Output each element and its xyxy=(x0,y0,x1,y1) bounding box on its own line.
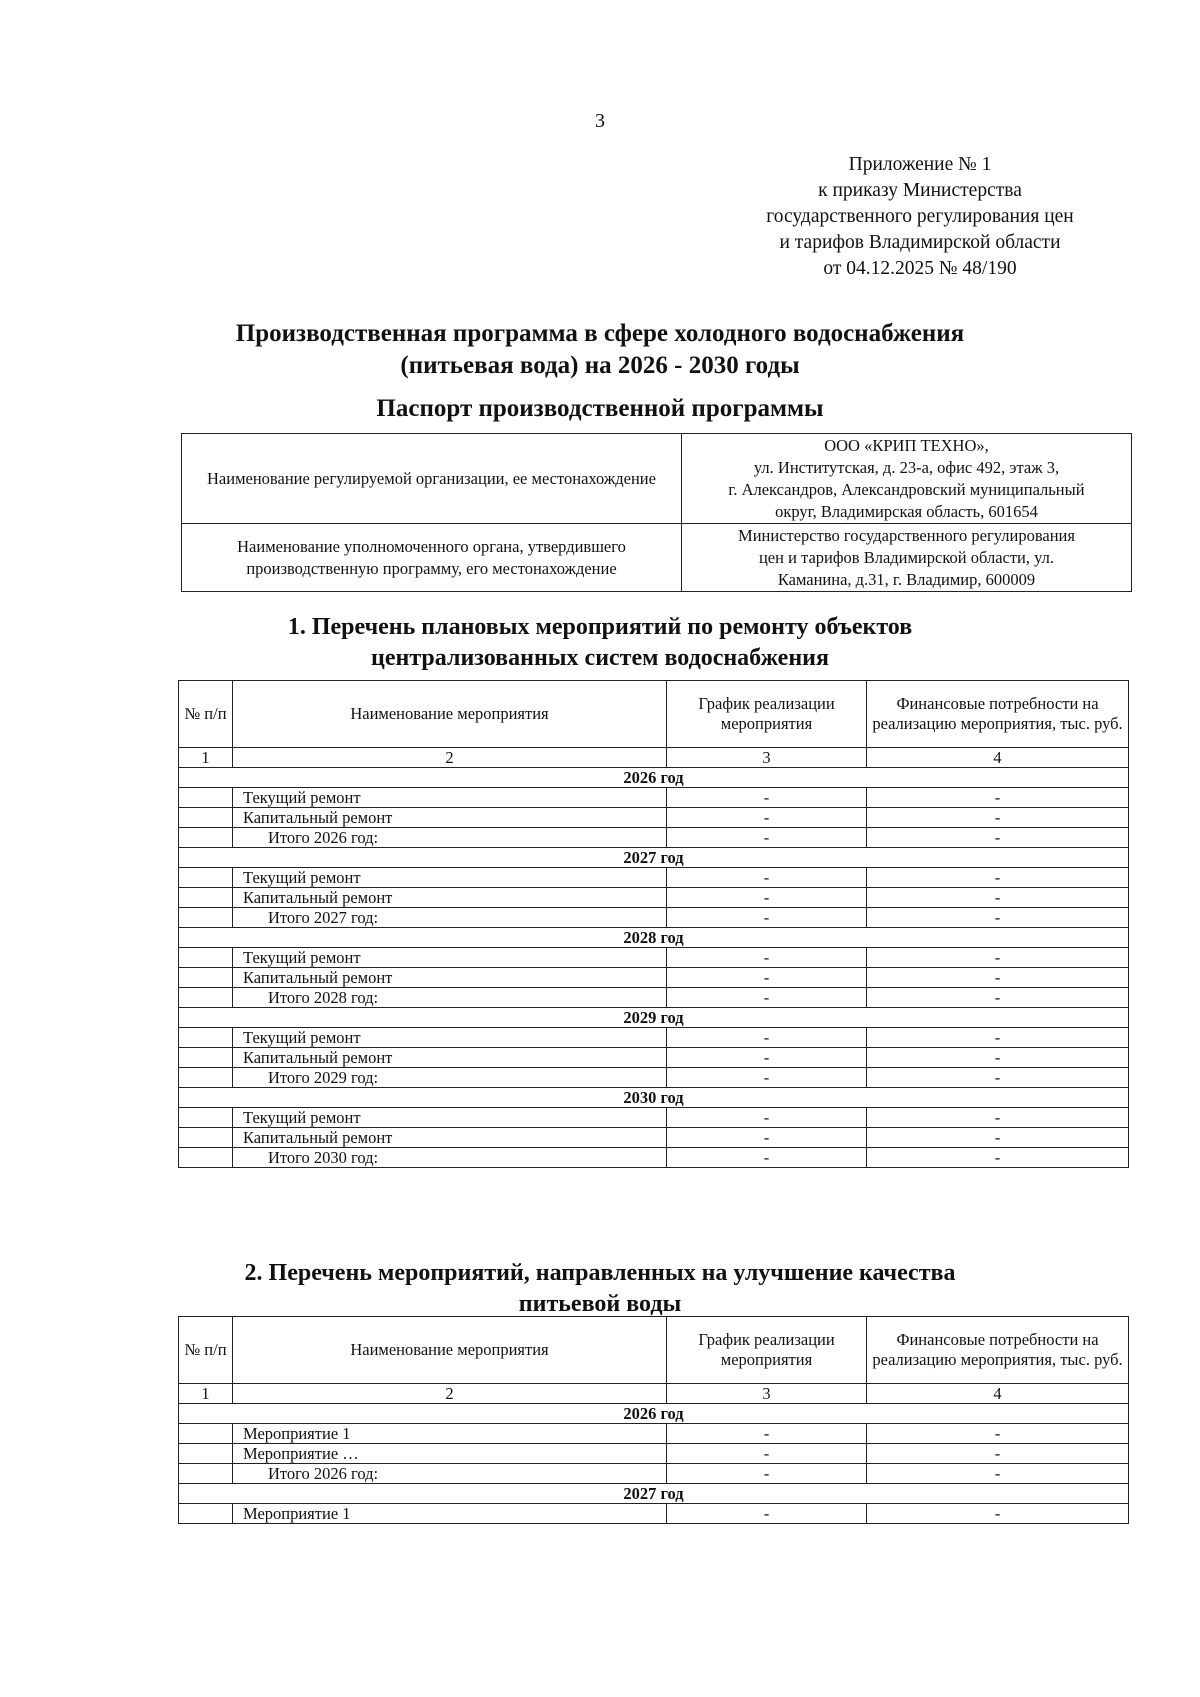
year-label: 2029 год xyxy=(179,1008,1129,1028)
appendix-line-2: к приказу Министерства xyxy=(818,180,1022,201)
header-num: № п/п xyxy=(179,1317,233,1384)
header-num: № п/п xyxy=(179,681,233,748)
table-row xyxy=(179,1424,1129,1444)
column-numbers-row xyxy=(179,1384,1129,1404)
section2-title-line-2: питьевой воды xyxy=(518,1291,682,1317)
row-number xyxy=(179,788,233,808)
total-row xyxy=(179,908,1129,928)
schedule-value: - xyxy=(667,988,867,1008)
appendix-line-1: Приложение № 1 xyxy=(848,154,992,175)
finance-value: - xyxy=(867,1444,1129,1464)
measure-name: Итого 2029 год: xyxy=(233,1068,667,1088)
year-row xyxy=(179,1404,1129,1424)
passport-label: Наименование уполномоченного органа, утвердившего производственную программу, его местонахождение xyxy=(182,524,682,592)
total-row xyxy=(179,988,1129,1008)
year-label: 2030 год xyxy=(179,1088,1129,1108)
table-header-row xyxy=(179,1317,1129,1384)
header-name: Наименование мероприятия xyxy=(233,681,667,748)
schedule-value: - xyxy=(667,788,867,808)
schedule-value: - xyxy=(667,888,867,908)
section1-title xyxy=(140,612,1060,674)
measure-name: Текущий ремонт xyxy=(233,948,667,968)
finance-value: - xyxy=(867,968,1129,988)
measure-name: Капитальный ремонт xyxy=(233,808,667,828)
column-number: 4 xyxy=(867,748,1129,768)
schedule-value: - xyxy=(667,1128,867,1148)
passport-row xyxy=(182,434,1132,524)
header-schedule: График реализации мероприятия xyxy=(667,681,867,748)
schedule-value: - xyxy=(667,1504,867,1524)
header-schedule: График реализации мероприятия xyxy=(667,1317,867,1384)
measure-name: Итого 2026 год: xyxy=(233,1464,667,1484)
row-number xyxy=(179,1128,233,1148)
measure-name: Текущий ремонт xyxy=(233,868,667,888)
finance-value: - xyxy=(867,948,1129,968)
measure-name: Капитальный ремонт xyxy=(233,968,667,988)
measure-name: Текущий ремонт xyxy=(233,1108,667,1128)
measure-name: Итого 2028 год: xyxy=(233,988,667,1008)
column-number: 3 xyxy=(667,748,867,768)
year-label: 2026 год xyxy=(179,1404,1129,1424)
schedule-value: - xyxy=(667,828,867,848)
column-number: 2 xyxy=(233,748,667,768)
schedule-value: - xyxy=(667,1444,867,1464)
row-number xyxy=(179,1068,233,1088)
total-row xyxy=(179,828,1129,848)
passport-title: Паспорт производственной программы xyxy=(376,395,824,422)
schedule-value: - xyxy=(667,1048,867,1068)
schedule-value: - xyxy=(667,808,867,828)
header-finance: Финансовые потребности на реализацию мероприятия, тыс. руб. xyxy=(867,681,1129,748)
section1-title-line-2: централизованных систем водоснабжения xyxy=(371,645,829,671)
row-number xyxy=(179,868,233,888)
row-number xyxy=(179,888,233,908)
row-number xyxy=(179,988,233,1008)
measure-name: Итого 2030 год: xyxy=(233,1148,667,1168)
measure-name: Итого 2027 год: xyxy=(233,908,667,928)
year-row xyxy=(179,848,1129,868)
year-label: 2027 год xyxy=(179,848,1129,868)
measure-name: Мероприятие 1 xyxy=(233,1504,667,1524)
year-label: 2027 год xyxy=(179,1484,1129,1504)
table-row xyxy=(179,1048,1129,1068)
column-numbers-row xyxy=(179,748,1129,768)
schedule-value: - xyxy=(667,968,867,988)
row-number xyxy=(179,1028,233,1048)
finance-value: - xyxy=(867,1504,1129,1524)
measure-name: Мероприятие … xyxy=(233,1444,667,1464)
row-number xyxy=(179,1424,233,1444)
total-row xyxy=(179,1464,1129,1484)
schedule-value: - xyxy=(667,868,867,888)
table-row xyxy=(179,1128,1129,1148)
finance-value: - xyxy=(867,868,1129,888)
schedule-value: - xyxy=(667,1148,867,1168)
appendix-block xyxy=(700,152,1140,282)
finance-value: - xyxy=(867,1068,1129,1088)
measure-name: Текущий ремонт xyxy=(233,788,667,808)
finance-value: - xyxy=(867,1128,1129,1148)
schedule-value: - xyxy=(667,908,867,928)
appendix-line-5: от 04.12.2025 № 48/190 xyxy=(823,258,1017,279)
measure-name: Текущий ремонт xyxy=(233,1028,667,1048)
column-number: 1 xyxy=(179,748,233,768)
column-number: 2 xyxy=(233,1384,667,1404)
table-row xyxy=(179,948,1129,968)
table-row xyxy=(179,1504,1129,1524)
row-number xyxy=(179,908,233,928)
passport-value: ООО «КРИП ТЕХНО», ул. Институтская, д. 23-а, офис 492, этаж 3, г. Александров, Александровский муниципальный округ, Владимирская область, 601654 xyxy=(682,434,1132,524)
passport-label: Наименование регулируемой организации, ее местонахождение xyxy=(182,434,682,524)
row-number xyxy=(179,828,233,848)
finance-value: - xyxy=(867,1028,1129,1048)
year-row xyxy=(179,768,1129,788)
header-name: Наименование мероприятия xyxy=(233,1317,667,1384)
table-row xyxy=(179,808,1129,828)
row-number xyxy=(179,968,233,988)
year-row xyxy=(179,1484,1129,1504)
table-row xyxy=(179,788,1129,808)
total-row xyxy=(179,1148,1129,1168)
schedule-value: - xyxy=(667,948,867,968)
row-number xyxy=(179,1048,233,1068)
appendix-line-3: государственного регулирования цен xyxy=(766,206,1074,227)
table-row xyxy=(179,1028,1129,1048)
passport-table xyxy=(181,433,1132,592)
schedule-value: - xyxy=(667,1424,867,1444)
table-row xyxy=(179,868,1129,888)
schedule-value: - xyxy=(667,1464,867,1484)
year-row xyxy=(179,1008,1129,1028)
passport-row xyxy=(182,524,1132,592)
finance-value: - xyxy=(867,908,1129,928)
document-title-line-1: Производственная программа в сфере холодного водоснабжения xyxy=(235,320,965,347)
finance-value: - xyxy=(867,1108,1129,1128)
schedule-value: - xyxy=(667,1068,867,1088)
header-finance: Финансовые потребности на реализацию мероприятия, тыс. руб. xyxy=(867,1317,1129,1384)
finance-value: - xyxy=(867,1464,1129,1484)
row-number xyxy=(179,808,233,828)
section2-table xyxy=(178,1316,1129,1524)
section2-title-line-1: 2. Перечень мероприятий, направленных на улучшение качества xyxy=(244,1260,956,1286)
schedule-value: - xyxy=(667,1028,867,1048)
row-number xyxy=(179,1504,233,1524)
table-header-row xyxy=(179,681,1129,748)
column-number: 1 xyxy=(179,1384,233,1404)
column-number: 4 xyxy=(867,1384,1129,1404)
year-row xyxy=(179,928,1129,948)
row-number xyxy=(179,1108,233,1128)
year-label: 2026 год xyxy=(179,768,1129,788)
section2-title xyxy=(140,1258,1060,1320)
finance-value: - xyxy=(867,888,1129,908)
document-title-line-2: (питьевая вода) на 2026 - 2030 годы xyxy=(400,352,800,379)
section1-title-line-1: 1. Перечень плановых мероприятий по ремонту объектов xyxy=(287,614,913,640)
measure-name: Капитальный ремонт xyxy=(233,1128,667,1148)
finance-value: - xyxy=(867,788,1129,808)
passport-value: Министерство государственного регулирования цен и тарифов Владимирской области, ул. Каманина, д.31, г. Владимир, 600009 xyxy=(682,524,1132,592)
table-row xyxy=(179,968,1129,988)
finance-value: - xyxy=(867,1148,1129,1168)
column-number: 3 xyxy=(667,1384,867,1404)
finance-value: - xyxy=(867,1424,1129,1444)
row-number xyxy=(179,948,233,968)
table-row xyxy=(179,1444,1129,1464)
page-number: 3 xyxy=(595,110,605,132)
row-number xyxy=(179,1444,233,1464)
finance-value: - xyxy=(867,1048,1129,1068)
finance-value: - xyxy=(867,828,1129,848)
year-label: 2028 год xyxy=(179,928,1129,948)
appendix-line-4: и тарифов Владимирской области xyxy=(779,232,1061,253)
measure-name: Итого 2026 год: xyxy=(233,828,667,848)
finance-value: - xyxy=(867,988,1129,1008)
measure-name: Капитальный ремонт xyxy=(233,888,667,908)
document-title xyxy=(140,318,1060,382)
finance-value: - xyxy=(867,808,1129,828)
row-number xyxy=(179,1148,233,1168)
section1-table xyxy=(178,680,1129,1168)
table-row xyxy=(179,1108,1129,1128)
year-row xyxy=(179,1088,1129,1108)
measure-name: Мероприятие 1 xyxy=(233,1424,667,1444)
table-row xyxy=(179,888,1129,908)
total-row xyxy=(179,1068,1129,1088)
schedule-value: - xyxy=(667,1108,867,1128)
measure-name: Капитальный ремонт xyxy=(233,1048,667,1068)
row-number xyxy=(179,1464,233,1484)
